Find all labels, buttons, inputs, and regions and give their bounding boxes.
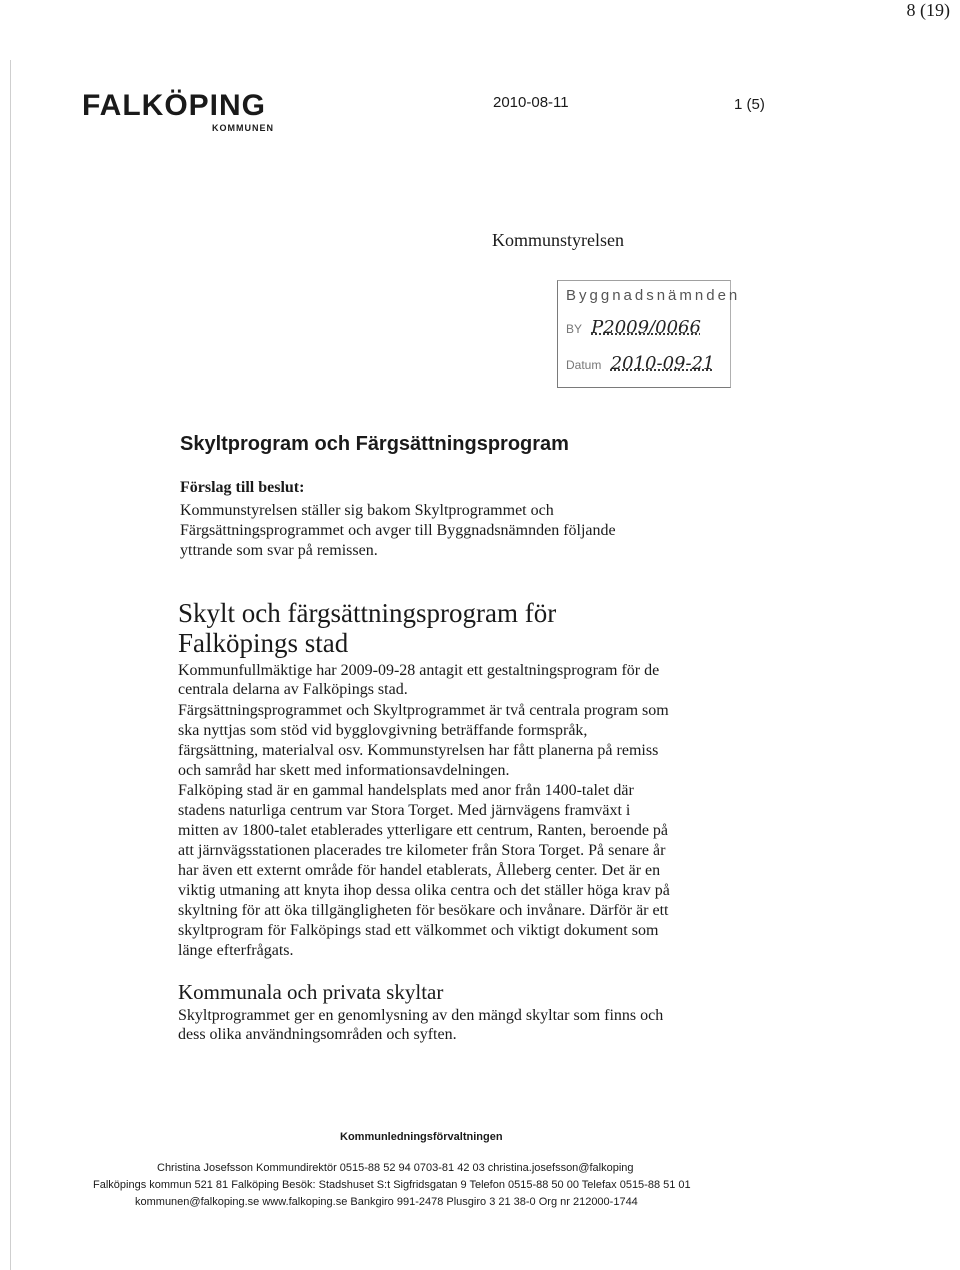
document-date: 2010-08-11 xyxy=(493,94,569,111)
main-heading: Skyltprogram och Färgsättningsprogram xyxy=(180,433,569,455)
paragraph-line: Kommunfullmäktige har 2009-09-28 antagit ett gestaltningsprogram för de xyxy=(178,662,660,679)
proposal-title: Förslag till beslut: xyxy=(180,479,305,496)
recipient: Kommunstyrelsen xyxy=(492,230,624,250)
paragraph-line: viktig utmaning att knyta ihop dessa olika centra och det ställer höga krav på xyxy=(178,882,670,899)
paragraph-line: och samråd har skett med informationsavdelningen. xyxy=(178,762,510,779)
stamp-by-value: P2009/0066 xyxy=(591,317,701,338)
stamp-by-label: BY xyxy=(566,322,582,336)
logo-wordmark: FALKÖPING xyxy=(82,89,267,122)
paragraph-line: mitten av 1800-talet etablerades ytterligare ett centrum, Ranten, beroende på xyxy=(178,822,669,839)
paragraph-line: Färgsättningsprogrammet och Skyltprogrammet är två centrala program som xyxy=(178,702,669,719)
paragraph-line: dess olika användningsområden och syften. xyxy=(178,1026,457,1043)
paragraph-line: färgsättning, materialval osv. Kommunstyrelsen har fått planerna på remiss xyxy=(178,742,659,759)
paragraph-line: skyltning för att öka tillgängligheten för besökare och invånare. Därför är ett xyxy=(178,902,669,919)
footer-contact-line: Christina Josefsson Kommundirektör 0515-88 52 94 0703-81 42 03 christina.josefsson@falkoping xyxy=(157,1162,634,1174)
footer-department: Kommunledningsförvaltningen xyxy=(340,1131,503,1143)
subsection-heading: Kommunala och privata skyltar xyxy=(178,980,444,1004)
paragraph-line: Falköping stad är en gammal handelsplats med anor från 1400-talet där xyxy=(178,782,634,799)
paragraph-line: ska nyttjas som stöd vid bygglovgivning beträffande formspråk, xyxy=(178,722,588,739)
page-indicator: 1 (5) xyxy=(734,96,765,113)
scan-edge-line xyxy=(10,60,11,1270)
stamp-title: Byggnadsnämnden xyxy=(566,287,741,304)
paragraph-line: Skyltprogrammet ger en genomlysning av den mängd skyltar som finns och xyxy=(178,1007,664,1024)
proposal-line: yttrande som svar på remissen. xyxy=(180,542,378,559)
proposal-line: Kommunstyrelsen ställer sig bakom Skyltprogrammet och xyxy=(180,502,554,519)
stamp-date-value: 2010-09-21 xyxy=(610,353,715,374)
section-heading: Falköpings stad xyxy=(178,628,349,658)
stamp-date-row xyxy=(566,353,714,374)
stamp-date-label: Datum xyxy=(566,358,602,372)
paragraph-line: skyltprogram för Falköpings stad ett välkommet och viktigt dokument som xyxy=(178,922,659,939)
section-heading: Skylt och färgsättningsprogram för xyxy=(178,598,557,628)
paragraph-line: stadens naturliga centrum var Stora Torget. Med järnvägens framväxt i xyxy=(178,802,631,819)
received-stamp xyxy=(557,280,741,388)
paragraph-line: länge efterfrågats. xyxy=(178,942,294,959)
paragraph-line: att järnvägsstationen placerades tre kilometer från Stora Torget. På senare år xyxy=(178,842,666,859)
footer-bank-line: kommunen@falkoping.se www.falkoping.se Bankgiro 991-2478 Plusgiro 3 21 38-0 Org nr 212000-1744 xyxy=(135,1196,638,1208)
page-number: 8 (19) xyxy=(906,0,950,20)
paragraph-line: har även ett externt område för handel etablerats, Ålleberg center. Det är en xyxy=(178,862,661,879)
falkoping-logo xyxy=(82,90,274,134)
footer-address-line: Falköpings kommun 521 81 Falköping Besök: Stadshuset S:t Sigfridsgatan 9 Telefon 0515-88 50 00 Telefax 0515-88 51 01 xyxy=(93,1179,691,1191)
paragraph-line: centrala delarna av Falköpings stad. xyxy=(178,681,408,698)
stamp-by-row xyxy=(566,317,701,338)
proposal-line: Färgsättningsprogrammet och avger till Byggnadsnämnden följande xyxy=(180,522,616,539)
logo-subtitle: KOMMUNEN xyxy=(212,123,274,133)
